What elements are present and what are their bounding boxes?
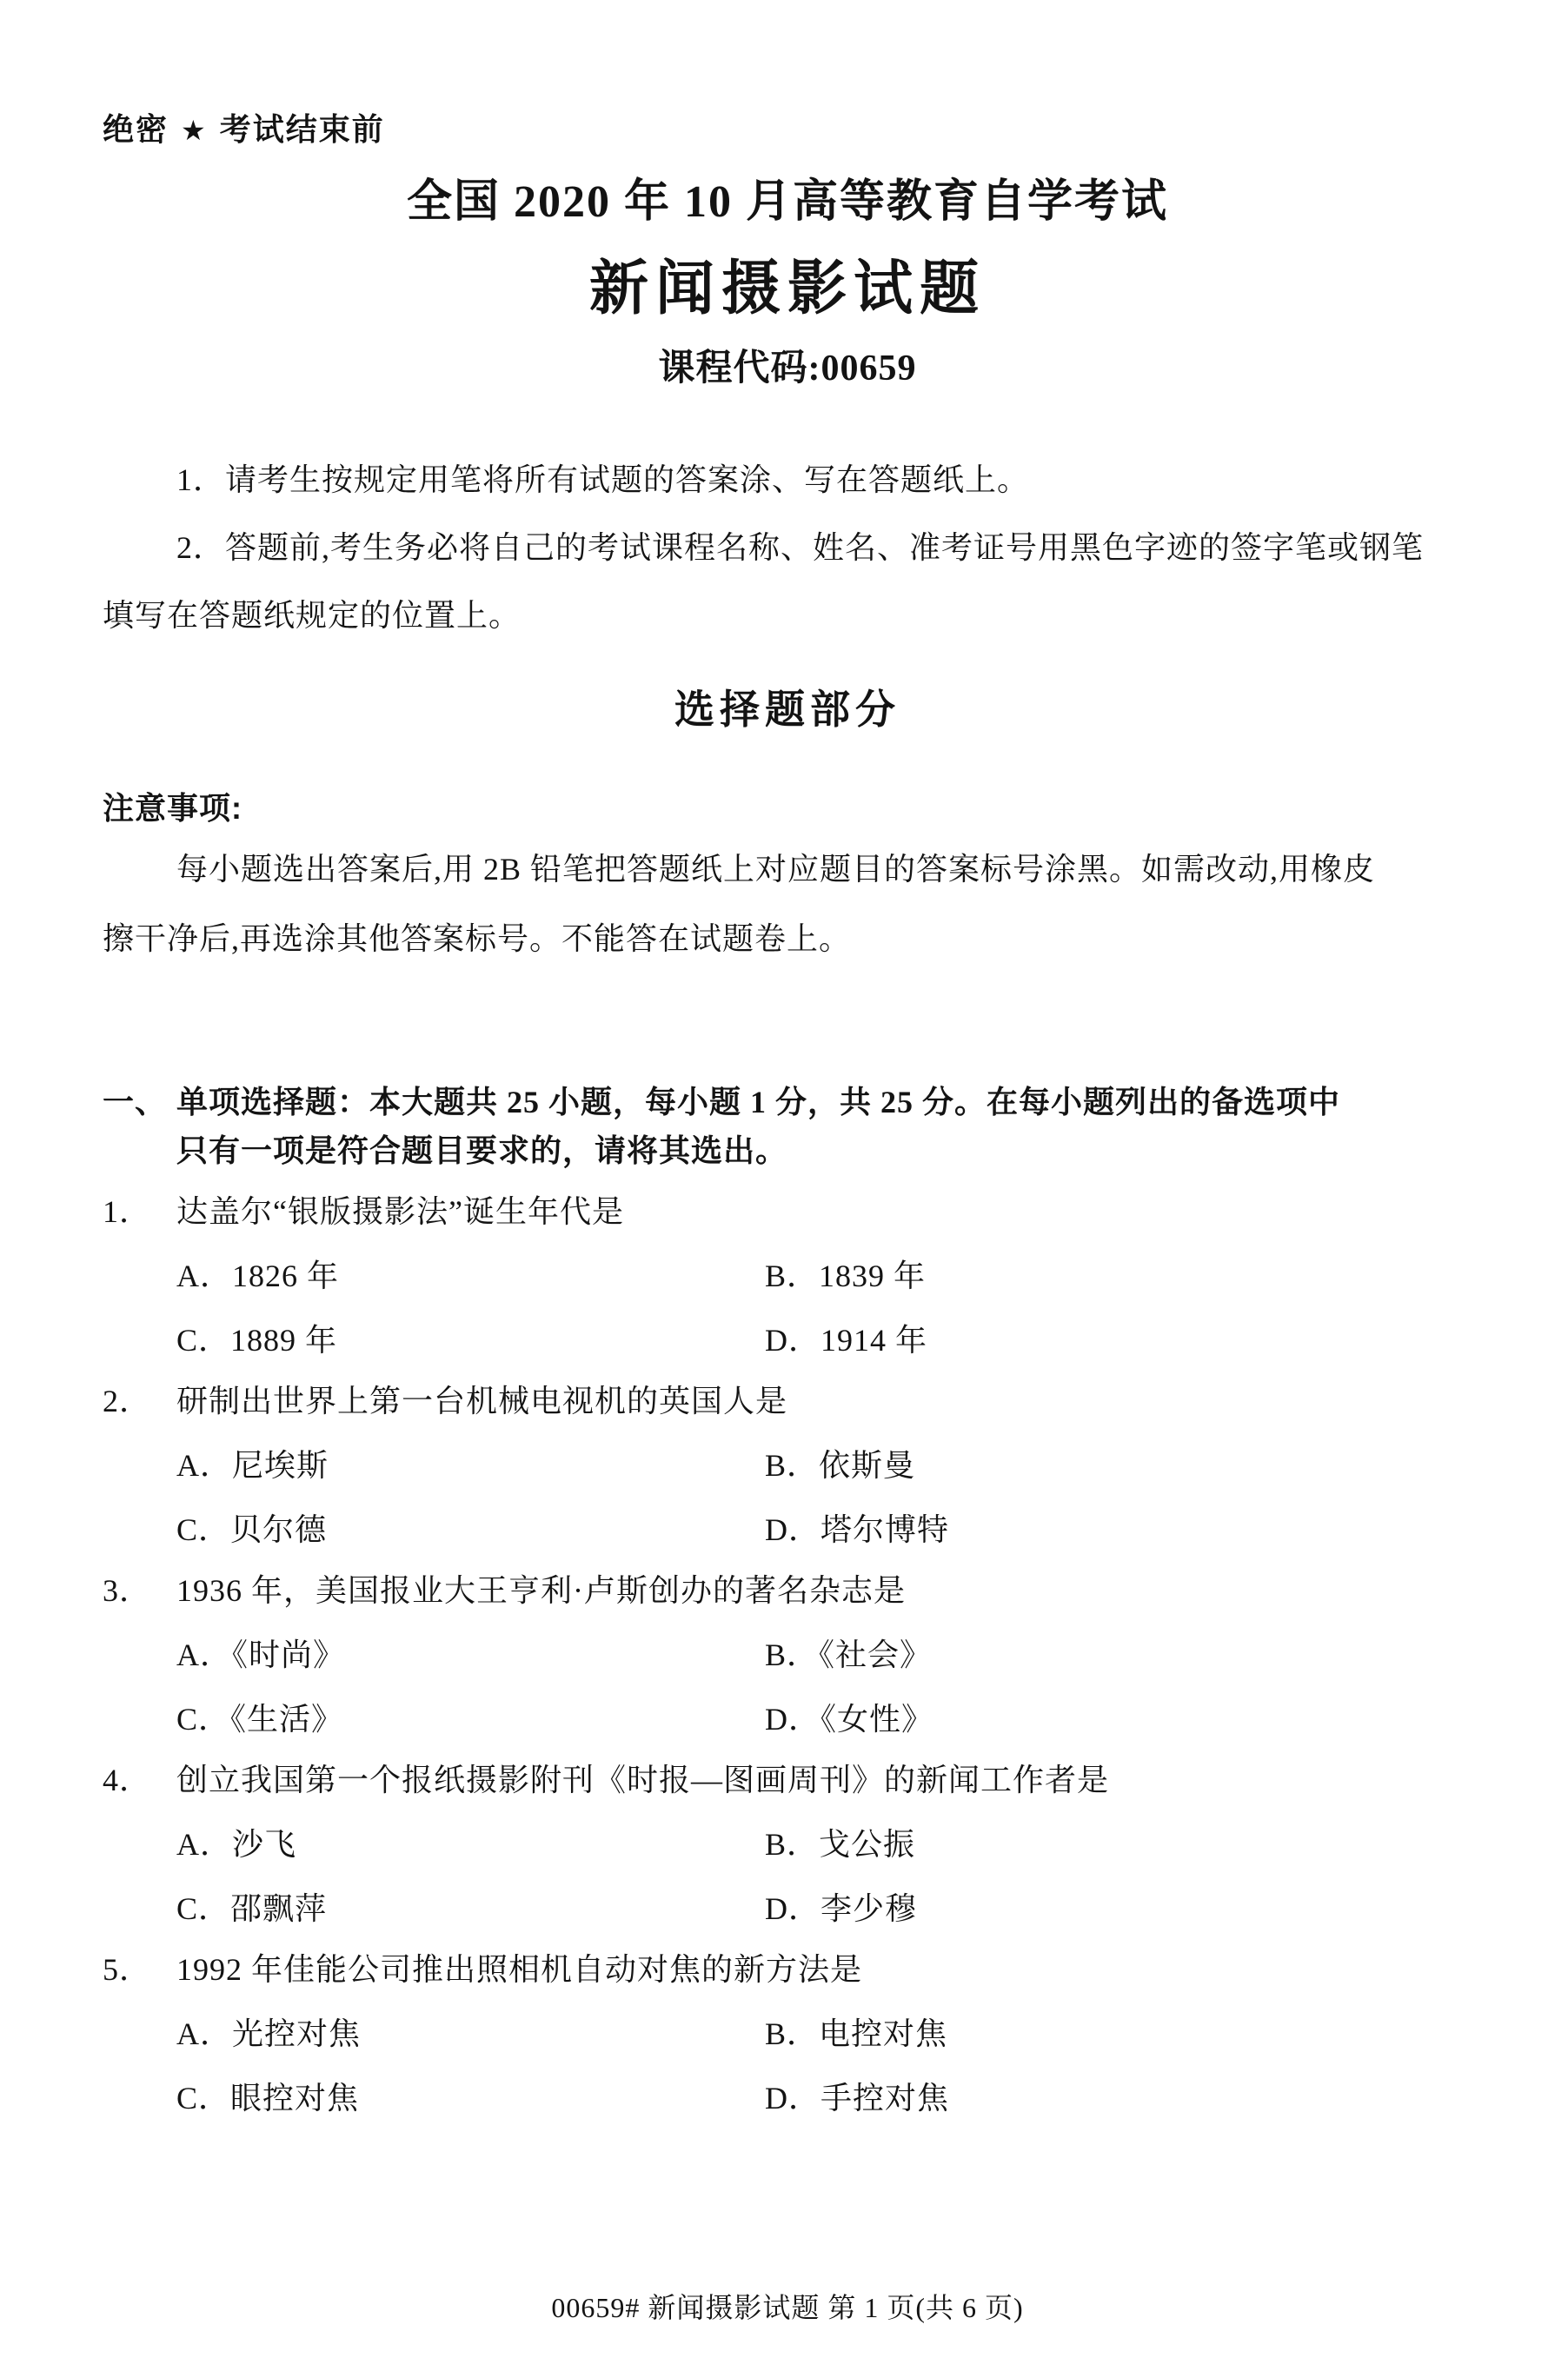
option-c: C．邵飘萍 <box>176 1891 328 1926</box>
star-icon: ★ <box>181 115 208 146</box>
question-stem-text: 1992 年佳能公司推出照相机自动对焦的新方法是 <box>176 1952 863 1987</box>
option-d: D．1914 年 <box>765 1323 927 1358</box>
section-one-heading <box>103 1084 1472 1120</box>
option-row <box>176 1637 1472 1673</box>
option-d: D．《女性》 <box>765 1702 933 1737</box>
question-number: 5． <box>103 1952 152 1987</box>
question-stem <box>103 1193 1472 1230</box>
course-code: 课程代码:00659 <box>658 349 917 389</box>
question-3 <box>103 1572 1472 1737</box>
option-a: A．沙飞 <box>176 1827 296 1862</box>
question-1 <box>103 1193 1472 1358</box>
question-stem <box>103 1951 1472 1988</box>
section-title-line-1: 单项选择题：本大题共 25 小题，每小题 1 分，共 25 分。在每小题列出的备选项中 <box>176 1085 1341 1119</box>
question-number: 2． <box>103 1384 152 1418</box>
option-c: C．《生活》 <box>176 1702 344 1737</box>
section-number: 一、 <box>103 1085 168 1119</box>
question-5 <box>103 1951 1472 2116</box>
option-b: B．1839 年 <box>765 1259 927 1293</box>
notes-label: 注意事项: <box>103 790 243 826</box>
question-number: 1． <box>103 1194 152 1229</box>
instruction-item-1: 1．请考生按规定用笔将所有试题的答案涂、写在答题纸上。 <box>176 462 1030 497</box>
option-c: C．1889 年 <box>176 1323 338 1358</box>
question-stem-text: 1936 年，美国报业大王亨利·卢斯创办的著名杂志是 <box>176 1573 906 1608</box>
question-stem-text: 达盖尔“银版摄影法”诞生年代是 <box>176 1194 624 1229</box>
option-row <box>176 1511 1472 1548</box>
question-4 <box>103 1762 1472 1927</box>
option-b: B．依斯曼 <box>765 1448 916 1483</box>
option-a: A．尼埃斯 <box>176 1448 329 1483</box>
question-stem <box>103 1572 1472 1609</box>
page-footer: 00659# 新闻摄影试题 第 1 页(共 6 页) <box>551 2292 1024 2323</box>
question-number: 4． <box>103 1763 152 1797</box>
notes-body-line-2: 擦干净后,再选涂其他答案标号。不能答在试题卷上。 <box>103 921 852 956</box>
option-row <box>176 1701 1472 1737</box>
question-stem-text: 研制出世界上第一台机械电视机的英国人是 <box>176 1384 788 1418</box>
option-b: B．《社会》 <box>765 1637 933 1672</box>
option-row <box>176 1258 1472 1294</box>
option-b: B．电控对焦 <box>765 2016 948 2051</box>
option-row <box>176 1890 1472 1927</box>
option-b: B．戈公振 <box>765 1827 916 1862</box>
option-d: D．手控对焦 <box>765 2081 949 2116</box>
section-title-line-2: 只有一项是符合题目要求的，请将其选出。 <box>176 1133 788 1168</box>
security-timing-label: 考试结束前 <box>219 111 385 147</box>
option-c: C．贝尔德 <box>176 1512 328 1547</box>
security-level-label: 绝密 <box>103 111 169 147</box>
option-a: A．1826 年 <box>176 1259 339 1293</box>
option-row <box>176 1322 1472 1358</box>
option-row <box>176 2080 1472 2116</box>
question-stem <box>103 1762 1472 1798</box>
choice-part-heading: 选择题部分 <box>674 687 900 732</box>
option-a: A．光控对焦 <box>176 2016 361 2051</box>
option-a: A．《时尚》 <box>176 1637 345 1672</box>
option-d: D．塔尔博特 <box>765 1512 949 1547</box>
option-row <box>176 1447 1472 1484</box>
exam-title: 全国 2020 年 10 月高等教育自学考试 <box>406 177 1168 227</box>
notes-body-line-1: 每小题选出答案后,用 2B 铅笔把答题纸上对应题目的答案标号涂黑。如需改动,用橡皮 <box>176 852 1376 887</box>
instruction-item-2-line-2: 填写在答题纸规定的位置上。 <box>103 598 522 633</box>
option-c: C．眼控对焦 <box>176 2081 360 2116</box>
option-row <box>176 1826 1472 1863</box>
option-d: D．李少穆 <box>765 1891 917 1926</box>
question-2 <box>103 1383 1472 1548</box>
question-stem-text: 创立我国第一个报纸摄影附刊《时报—图画周刊》的新闻工作者是 <box>176 1763 1110 1797</box>
question-number: 3． <box>103 1573 152 1608</box>
exam-subtitle: 新闻摄影试题 <box>588 256 986 322</box>
question-stem <box>103 1383 1472 1419</box>
security-marking <box>103 113 1472 147</box>
option-row <box>176 2016 1472 2052</box>
instruction-item-2-line-1: 2．答题前,考生务必将自己的考试课程名称、姓名、准考证号用黑色字迹的签字笔或钢笔 <box>176 530 1425 565</box>
